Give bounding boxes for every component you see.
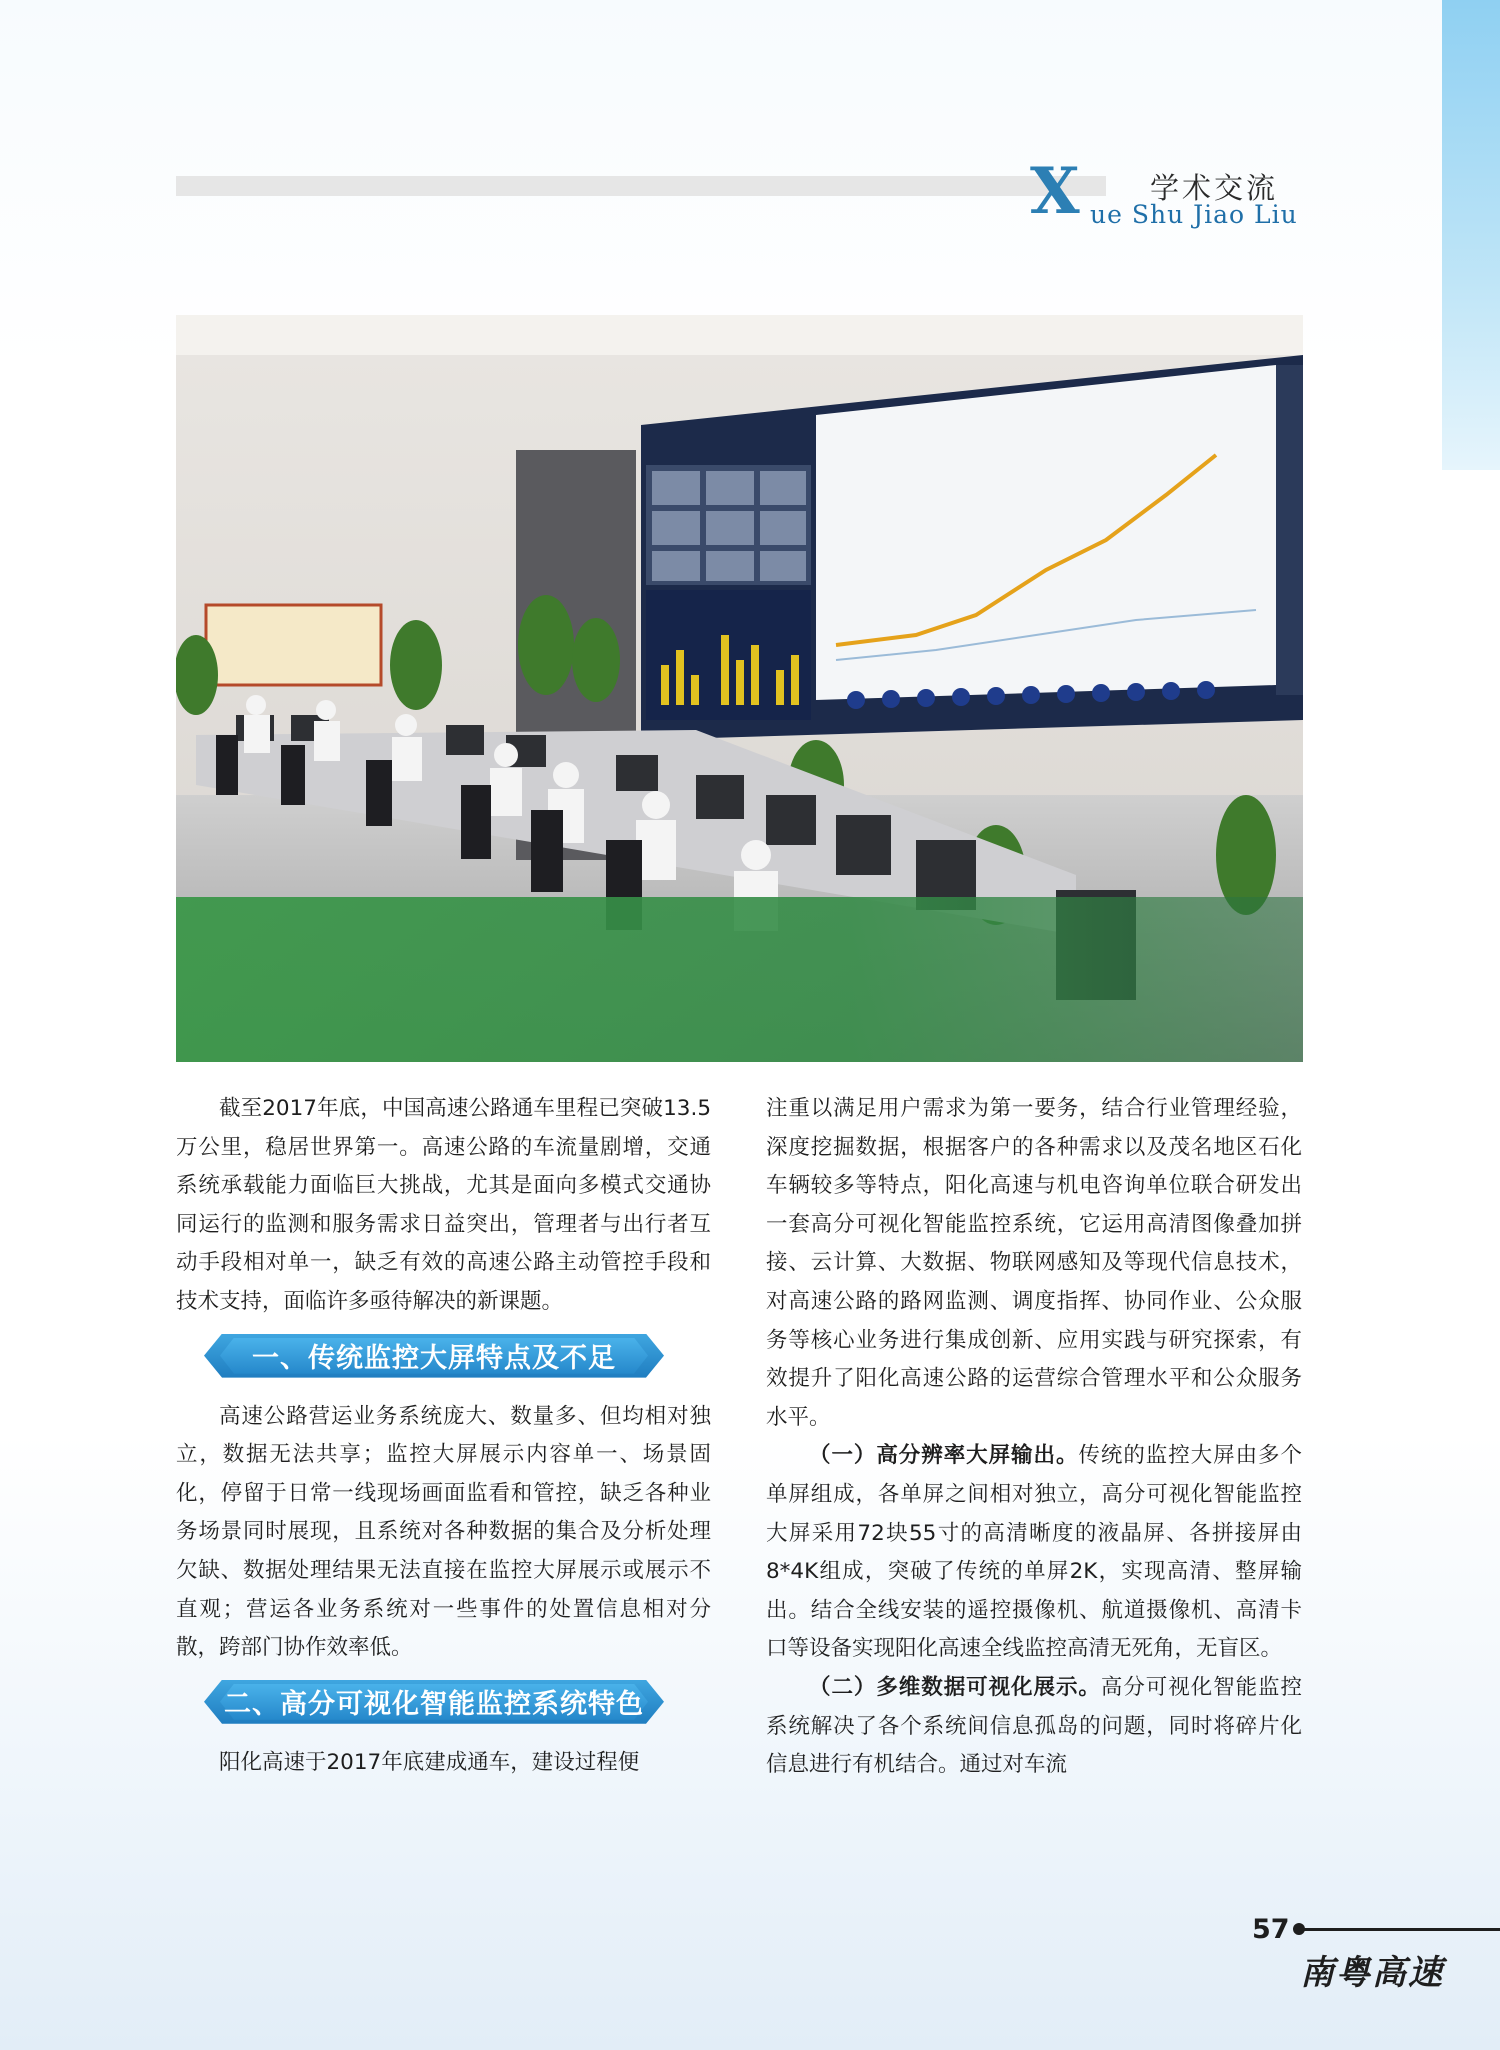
section-heading-1	[204, 1330, 664, 1388]
body-paragraph: 高速公路营运业务系统庞大、数量多、但均相对独立，数据无法共享；监控大屏展示内容单一、场景固化，停留于日常一线现场画面监看和管控，缺乏各种业务场景同时展现，且系统对各种数据的集合及分析处理欠缺、数据处理结果无法直接在监控大屏展示或展示不直观；营运各业务系统对一些事件的处置信息相对分散，跨部门协作效率低。	[176, 1403, 711, 1661]
control-room-photo	[176, 315, 1303, 1062]
page-number: 57	[1252, 1914, 1290, 1945]
subsection-heading: （二）多维数据可视化展示。	[809, 1674, 1101, 1700]
body-paragraph: 阳化高速于2017年底建成通车，建设过程便	[219, 1749, 640, 1775]
title-banner	[176, 897, 1303, 1062]
ceiling	[176, 315, 1303, 355]
section-title: 学术交流	[1150, 171, 1279, 205]
map-display	[816, 365, 1276, 700]
section-heading-2	[204, 1676, 664, 1734]
right-column	[766, 1090, 1302, 1785]
intro-paragraph: 截至2017年底，中国高速公路通车里程已突破13.5万公里，稳居世界第一。高速公路的车流量剧增，交通系统承载能力面临巨大挑战，尤其是面向多模式交通协同运行的监测和服务需求日益突出，管理者与出行者互动手段相对单一，缺乏有效的高速公路主动管控手段和技术支持，面临许多亟待解决的新课题。	[176, 1096, 711, 1314]
subsection-text: 高分可视化智能监控系统解决了各个系统间信息孤岛的问题，同时将碎片化信息进行有机结合。通过对车流	[766, 1674, 1302, 1778]
wall-route-map	[206, 605, 381, 685]
footer-rule	[1299, 1928, 1500, 1931]
header-rule	[176, 176, 1106, 196]
body-paragraph	[766, 1669, 1302, 1785]
body-paragraph	[766, 1437, 1302, 1669]
subsection-text: 传统的监控大屏由多个单屏组成，各单屏之间相对独立，高分可视化智能监控大屏采用72块55寸的高清晰度的液晶屏、各拼接屏由8*4K组成，突破了传统的单屏2K，实现高清、整屏输出。结合全线安装的遥控摄像机、航道摄像机、高清卡口等设备实现阳化高速全线监控高清无死角，无盲区。	[766, 1443, 1302, 1662]
subsection-heading: （一）高分辨率大屏输出。	[809, 1443, 1079, 1469]
left-column	[176, 1090, 711, 1782]
section-heading-2-label: 二、高分可视化智能监控系统特色	[224, 1688, 644, 1720]
magazine-logo: 南粤高速	[1300, 1953, 1444, 1993]
section-heading-1-label: 一、传统监控大屏特点及不足	[252, 1342, 616, 1374]
section-title-pinyin: ue Shu Jiao Liu	[1090, 200, 1298, 229]
edge-color-band	[1442, 0, 1500, 470]
body-paragraph: 注重以满足用户需求为第一要务，结合行业管理经验，深度挖掘数据，根据客户的各种需求以及茂名地区石化车辆较多等特点，阳化高速与机电咨询单位联合研发出一套高分可视化智能监控系统，它运用高清图像叠加拼接、云计算、大数据、物联网感知及等现代信息技术，对高速公路的路网监测、调度指挥、协同作业、公众服务等核心业务进行集成创新、应用实践与研究探索，有效提升了阳化高速公路的运营综合管理水平和公众服务水平。	[766, 1096, 1302, 1430]
section-initial-letter: X	[1030, 154, 1080, 229]
